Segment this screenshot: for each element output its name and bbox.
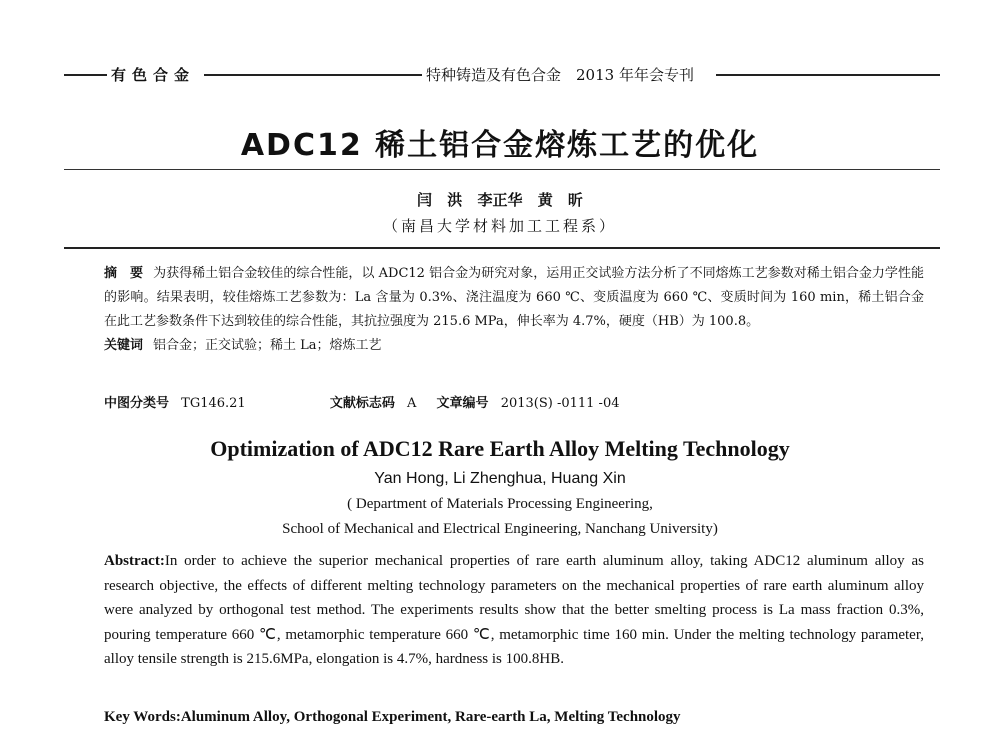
doc-code-label: 文献标志码 <box>329 396 395 411</box>
keywords-cn-label: 关键词 <box>104 338 144 353</box>
article-no-label: 文章编号 <box>436 396 489 411</box>
special-issue-label: 特种铸造及有色合金 2013 年年会专刊 <box>422 64 698 85</box>
title-divider <box>64 169 940 170</box>
english-keywords <box>104 709 681 726</box>
english-keywords-text: Aluminum Alloy, Orthogonal Experiment, Rare-earth La, Melting Technology <box>180 709 681 725</box>
page-title: ADC12 稀土铝合金熔炼工艺的优化 <box>240 128 760 163</box>
english-abstract <box>104 549 924 672</box>
doc-code-value: A <box>407 396 417 411</box>
english-title: Optimization of ADC12 Rare Earth Alloy Melting Technology <box>210 436 790 461</box>
article-no-value: 2013(S) -0111 -04 <box>500 396 620 411</box>
header-rule-left <box>64 74 110 76</box>
english-abstract-label: Abstract: <box>104 553 165 569</box>
english-abstract-text: In order to achieve the superior mechanical properties of rare earth aluminum alloy, taking ADC12 aluminum alloy as research objective, the effects of different melting technology parameters on the mechanical properties of rare earth aluminum alloy were analyzed by orthogonal test method. The experiments results show that the better smelting process is La mass fraction 0.3%, pouring temperature 660 ℃, metamorphic temperature 660 ℃, metamorphic time 160 min. Under the melting technology parameter, alloy tensile strength is 215.6MPa, elongation is 4.7%, hardness is 100.8HB. <box>104 553 924 667</box>
clc-value: TG146.21 <box>181 396 246 411</box>
classification-line <box>104 392 628 411</box>
header-rule-middle <box>204 74 426 76</box>
abstract-cn-label: 摘 要 <box>104 266 144 281</box>
english-keywords-label: Key Words: <box>104 709 181 725</box>
abstract-cn <box>104 262 924 334</box>
journal-name: 有色合金 <box>107 64 199 85</box>
header-divider <box>64 247 940 249</box>
clc-label: 中图分类号 <box>104 396 170 411</box>
abstract-cn-text: 为获得稀土铝合金较佳的综合性能，以 ADC12 铝合金为研究对象，运用正交试验方法分析了不同熔炼工艺参数对稀土铝合金力学性能的影响。结果表明，较佳熔炼工艺参数为：La 含量为 0.3%、浇注温度为 660 ℃、变质温度为 660 ℃、变质时间为 160 min，稀土铝合金在此工艺参数条件下达到较佳的综合性能，其抗拉强度为 215.6 MPa，伸长率为 4.7%，硬度（HB）为 100.8。 <box>104 266 924 329</box>
english-affiliation-line-1: ( Department of Materials Processing Engineering, <box>347 496 653 512</box>
english-authors: Yan Hong, Li Zhenghua, Huang Xin <box>374 470 626 487</box>
keywords-cn-text: 铝合金；正交试验；稀土 La；熔炼工艺 <box>153 338 382 353</box>
abstract-cn-block <box>104 262 924 358</box>
english-affiliation-line-2: School of Mechanical and Electrical Engineering, Nanchang University) <box>282 521 718 537</box>
header-rule-right <box>716 74 940 76</box>
authors-cn: 闫 洪 李正华 黄 昕 <box>417 191 583 209</box>
keywords-cn <box>104 334 924 358</box>
affiliation-cn: （南昌大学材料加工工程系） <box>382 217 617 235</box>
